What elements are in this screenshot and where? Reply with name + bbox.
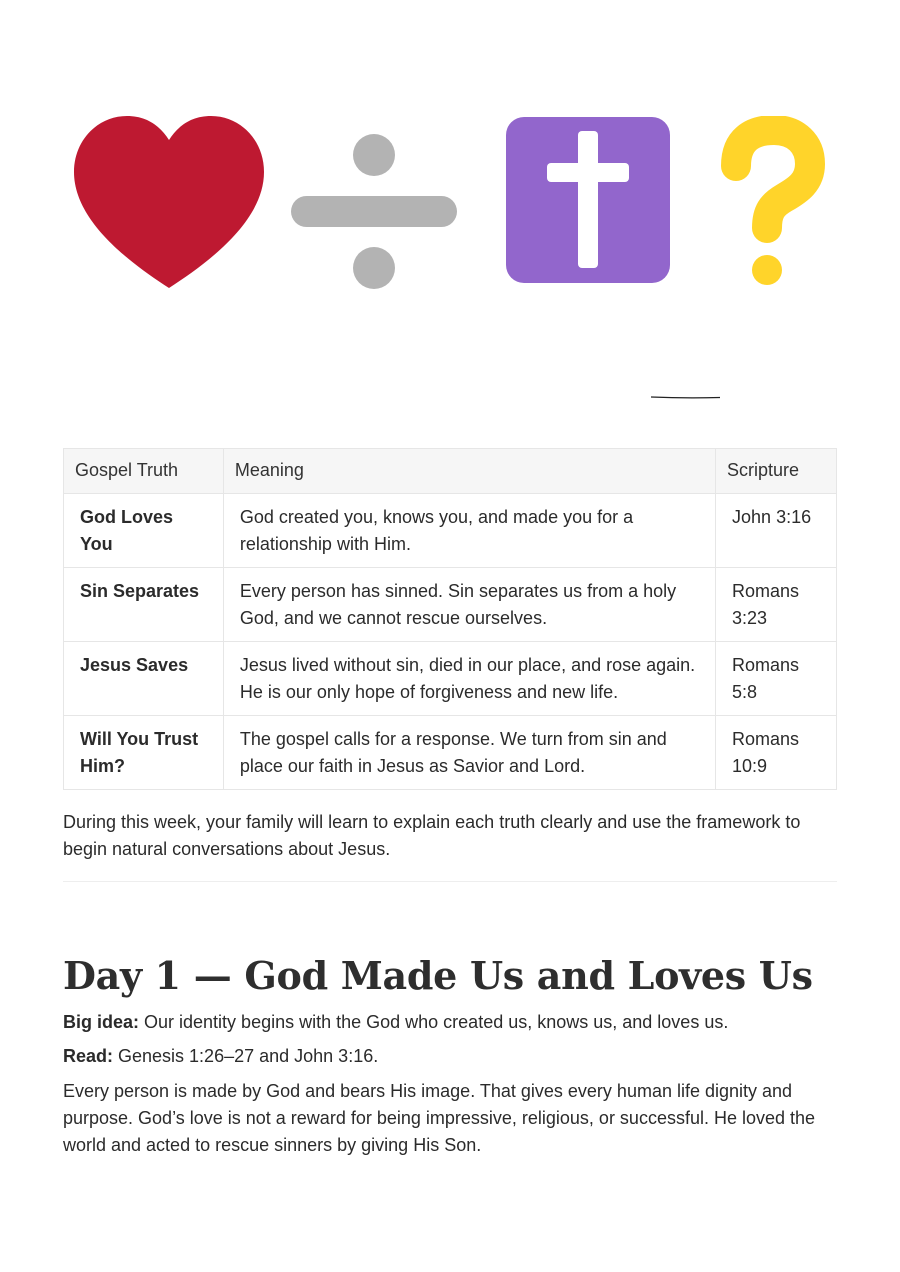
big-idea-label: Big idea: xyxy=(63,1012,140,1032)
truth-cell: God Loves You xyxy=(64,494,224,568)
truth-cell: Sin Separates xyxy=(64,568,224,642)
meaning-cell: Jesus lived without sin, died in our place, and rose again. He is our only hope of forgiveness and new life. xyxy=(223,642,715,716)
header-gospel-truth: Gospel Truth xyxy=(64,449,224,494)
intro-paragraph: During this week, your family will learn to explain each truth clearly and use the framework to begin natural conversations about Jesus. xyxy=(63,812,801,859)
gospel-truth-table xyxy=(63,448,837,790)
header-scripture: Scripture xyxy=(716,449,837,494)
truth-cell: Will You Trust Him? xyxy=(64,716,224,790)
table-row xyxy=(64,568,837,642)
meaning-cell: God created you, knows you, and made you for a relationship with Him. xyxy=(223,494,715,568)
truth-cell: Jesus Saves xyxy=(64,642,224,716)
underline-mark xyxy=(651,393,721,401)
section-divider xyxy=(63,881,837,882)
scripture-cell: Romans 10:9 xyxy=(716,716,837,790)
read-text: Genesis 1:26–27 and John 3:16. xyxy=(113,1046,379,1066)
table-header-row xyxy=(64,449,837,494)
read-paragraph xyxy=(63,1043,837,1070)
table-row xyxy=(64,716,837,790)
question-mark-icon xyxy=(718,116,830,288)
scripture-cell: Romans 5:8 xyxy=(716,642,837,716)
scripture-cell: John 3:16 xyxy=(716,494,837,568)
header-meaning: Meaning xyxy=(223,449,715,494)
cross-icon xyxy=(506,117,670,283)
emoji-equation xyxy=(0,0,900,320)
meaning-cell: The gospel calls for a response. We turn from sin and place our faith in Jesus as Savior and Lord. xyxy=(223,716,715,790)
big-idea-paragraph xyxy=(63,1009,837,1036)
day-1-heading: Day 1 — God Made Us and Loves Us xyxy=(63,953,813,998)
read-label: Read: xyxy=(63,1046,114,1066)
big-idea-text: Our identity begins with the God who created us, knows us, and loves us. xyxy=(139,1012,729,1032)
heart-icon xyxy=(72,114,266,290)
table-row xyxy=(64,642,837,716)
scripture-cell: Romans 3:23 xyxy=(716,568,837,642)
table-row xyxy=(64,494,837,568)
meaning-cell: Every person has sinned. Sin separates us from a holy God, and we cannot rescue ourselves. xyxy=(223,568,715,642)
divide-icon xyxy=(291,133,457,290)
day-1-body-paragraph: Every person is made by God and bears His image. That gives every human life dignity and purpose. God’s love is not a reward for being impressive, religious, or successful. He loved the world and acted to rescue sinners by giving His Son. xyxy=(63,1081,816,1155)
